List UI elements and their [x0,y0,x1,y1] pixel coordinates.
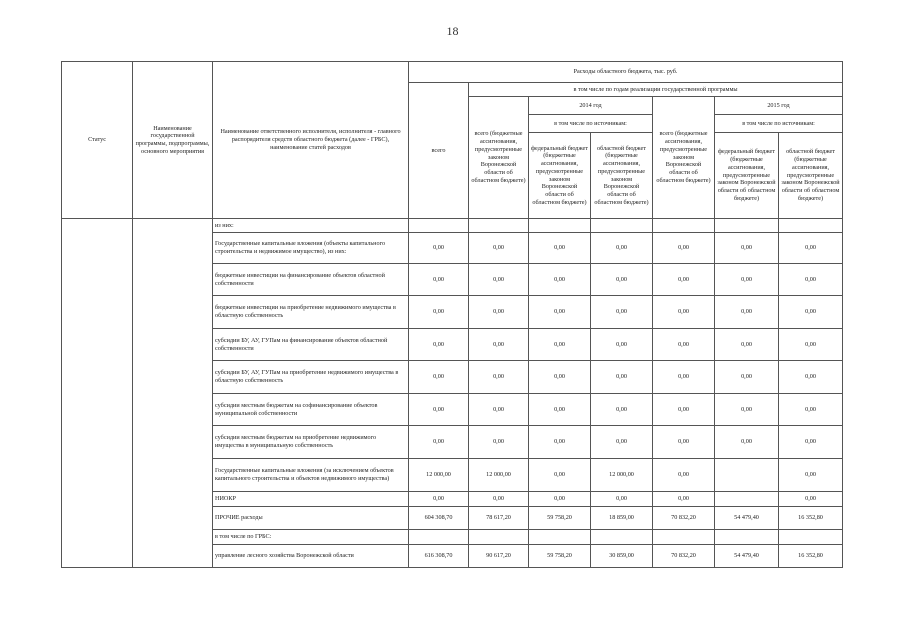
value-cell [591,530,653,545]
value-cell [715,219,779,233]
value-cell: 0,00 [779,361,843,394]
federal-2014-header: федеральный бюджет (бюджетные ассигнования, предусмотренные законом Воронежской области об областном бюджете) [529,133,591,219]
program-name-header: Наименование государственной программы, подпрограммы, основного мероприятия [133,62,213,219]
row-name: бюджетные инвестиции на приобретение недвижимого имущества в областную собственность [213,296,409,329]
value-cell [715,459,779,492]
value-cell: 0,00 [591,264,653,296]
value-cell: 0,00 [469,361,529,394]
row-name: Государственные капитальные вложения (объекты капитального строительства и недвижимое имущество), из них: [213,233,409,264]
regional-2015-header: областной бюджет (бюджетные ассигнования, предусмотренные законом Воронежской области об областном бюджете) [779,133,843,219]
value-cell: 70 832,20 [653,507,715,530]
value-cell: 0,00 [779,459,843,492]
value-cell: 0,00 [409,329,469,361]
value-cell [653,530,715,545]
value-cell: 0,00 [529,394,591,426]
value-cell: 0,00 [469,394,529,426]
row-name: субсидии БУ, АУ, ГУПам на приобретение недвижимого имущества в областную собственность [213,361,409,394]
value-cell: 0,00 [529,264,591,296]
value-cell: 0,00 [653,394,715,426]
value-cell: 0,00 [779,394,843,426]
value-cell: 0,00 [653,329,715,361]
value-cell: 78 617,20 [469,507,529,530]
value-cell: 0,00 [653,492,715,507]
value-cell: 0,00 [779,492,843,507]
table-row [62,219,843,233]
value-cell: 0,00 [529,233,591,264]
total-with-note-header: всего (бюджетные ассигнования, предусмотренные законом Воронежской области об областном бюджете) [469,97,529,219]
value-cell: 0,00 [409,264,469,296]
total-header: всего [409,83,469,219]
value-cell: 0,00 [715,361,779,394]
value-cell [715,492,779,507]
sources-2015-header: в том числе по источникам: [715,115,843,133]
value-cell: 59 758,20 [529,507,591,530]
value-cell: 59 758,20 [529,545,591,568]
value-cell [529,530,591,545]
row-name: управление лесного хозяйства Воронежской области [213,545,409,568]
value-cell: 616 308,70 [409,545,469,568]
value-cell: 0,00 [591,329,653,361]
row-name: бюджетные инвестиции на финансирование объектов областной собственности [213,264,409,296]
value-cell: 0,00 [529,329,591,361]
value-cell: 0,00 [591,426,653,459]
row-name: субсидии местным бюджетам на софинансирование объектов муниципальной собственности [213,394,409,426]
value-cell: 0,00 [653,361,715,394]
value-cell: 0,00 [779,296,843,329]
value-cell: 0,00 [409,233,469,264]
value-cell [779,219,843,233]
program-cell [133,219,213,568]
row-name: НИОКР [213,492,409,507]
value-cell: 0,00 [715,296,779,329]
value-cell: 0,00 [653,426,715,459]
value-cell: 0,00 [591,361,653,394]
value-cell: 0,00 [469,233,529,264]
value-cell: 0,00 [779,233,843,264]
status-cell [62,219,133,568]
value-cell: 0,00 [715,264,779,296]
row-name: ПРОЧИЕ расходы [213,507,409,530]
value-cell: 30 859,00 [591,545,653,568]
value-cell [653,219,715,233]
value-cell [409,530,469,545]
value-cell: 12 000,00 [469,459,529,492]
value-cell: 12 000,00 [409,459,469,492]
value-cell: 0,00 [591,492,653,507]
value-cell: 0,00 [715,394,779,426]
value-cell: 0,00 [409,361,469,394]
value-cell: 0,00 [529,459,591,492]
value-cell: 604 308,70 [409,507,469,530]
value-cell [779,530,843,545]
row-name: из них: [213,219,409,233]
value-cell: 18 859,00 [591,507,653,530]
executor-name-header: Наименование ответственного исполнителя, исполнителя - главного распорядителя средств областного бюджета (далее - ГРБС), наименование статей расходов [213,62,409,219]
value-cell: 0,00 [409,426,469,459]
value-cell: 0,00 [653,459,715,492]
value-cell: 0,00 [409,296,469,329]
value-cell: 0,00 [529,492,591,507]
expenses-header: Расходы областного бюджета, тыс. руб. [409,62,843,83]
value-cell [591,219,653,233]
value-cell: 0,00 [653,264,715,296]
year-2015-header: 2015 год [715,97,843,115]
budget-table [61,61,843,568]
value-cell: 0,00 [409,394,469,426]
row-name: в том числе по ГРБС: [213,530,409,545]
value-cell [715,530,779,545]
value-cell: 0,00 [469,296,529,329]
value-cell [469,219,529,233]
sources-2014-header: в том числе по источникам: [529,115,653,133]
value-cell: 0,00 [529,426,591,459]
page-number: 18 [446,24,459,38]
value-cell: 0,00 [591,296,653,329]
value-cell: 0,00 [715,329,779,361]
value-cell [409,219,469,233]
value-cell: 0,00 [469,329,529,361]
value-cell: 16 352,80 [779,545,843,568]
federal-2015-header: федеральный бюджет (бюджетные ассигнования, предусмотренные законом Воронежской области об областном бюджете) [715,133,779,219]
value-cell: 0,00 [779,264,843,296]
value-cell: 12 000,00 [591,459,653,492]
value-cell: 0,00 [469,492,529,507]
value-cell: 0,00 [469,264,529,296]
value-cell: 0,00 [715,426,779,459]
value-cell: 0,00 [653,296,715,329]
value-cell: 0,00 [779,329,843,361]
value-cell: 0,00 [779,426,843,459]
value-cell: 0,00 [469,426,529,459]
year-2014-header: 2014 год [529,97,653,115]
value-cell: 0,00 [591,233,653,264]
by-years-header: в том числе по годам реализации государственной программы [469,83,843,97]
value-cell: 0,00 [653,233,715,264]
status-header: Статус [62,62,133,219]
value-cell [529,219,591,233]
value-cell: 0,00 [529,361,591,394]
value-cell: 0,00 [409,492,469,507]
value-cell [469,530,529,545]
value-cell: 0,00 [529,296,591,329]
row-name: субсидии БУ, АУ, ГУПам на финансирование объектов областной собственности [213,329,409,361]
value-cell: 54 479,40 [715,545,779,568]
regional-2014-header: областной бюджет (бюджетные ассигнования, предусмотренные законом Воронежской области об областном бюджете) [591,133,653,219]
year-total-2014-header: всего (бюджетные ассигнования, предусмотренные законом Воронежской области об областном бюджете) [653,97,715,219]
value-cell: 16 352,80 [779,507,843,530]
value-cell: 54 479,40 [715,507,779,530]
value-cell: 90 617,20 [469,545,529,568]
value-cell: 0,00 [715,233,779,264]
row-name: субсидии местным бюджетам на приобретение недвижимого имущества в муниципальную собственность [213,426,409,459]
value-cell: 70 832,20 [653,545,715,568]
value-cell: 0,00 [591,394,653,426]
row-name: Государственные капитальные вложения (за исключением объектов капитального строительства и объектов недвижимого имущества) [213,459,409,492]
